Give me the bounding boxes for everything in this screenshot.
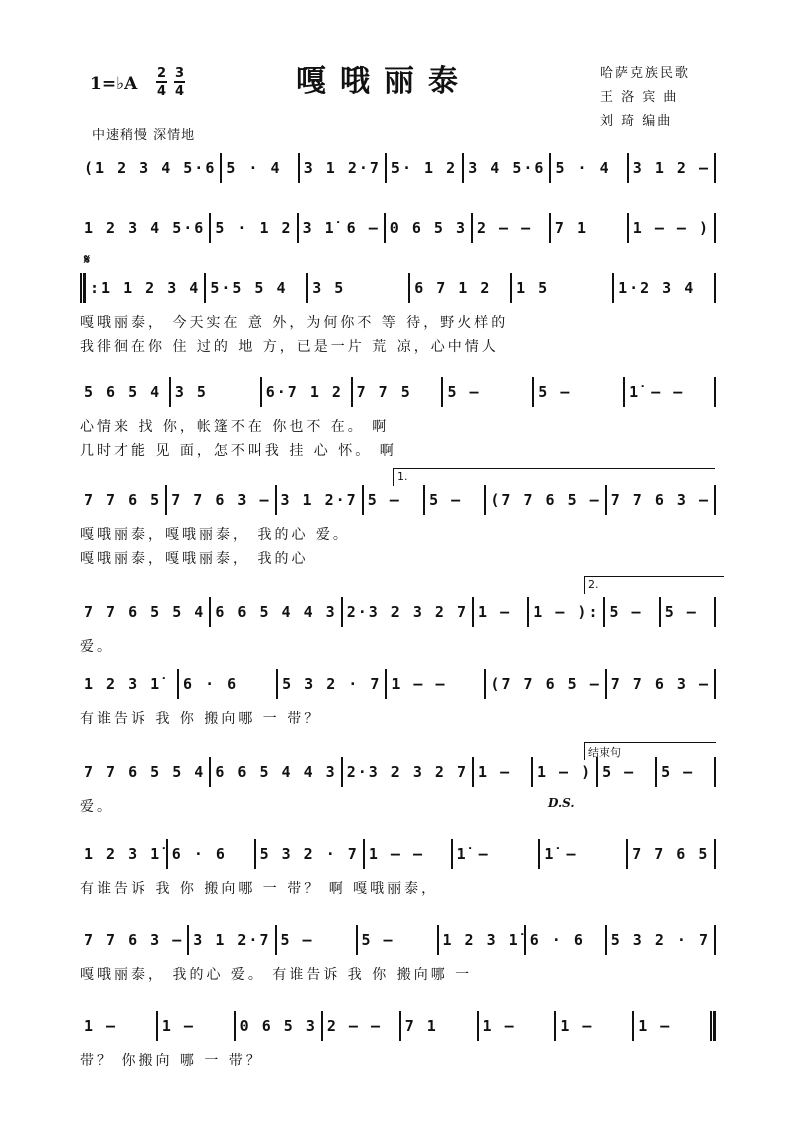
measure: 5·5 5 4 (210, 279, 288, 297)
measure: 5 3 2 · 7 (259, 845, 359, 863)
measure: 7 7 6 5 (632, 845, 710, 863)
measure: 1̇ – (456, 845, 490, 863)
credits (600, 62, 690, 134)
measure: 7 1 (554, 219, 588, 237)
measure: 3 5 (312, 279, 346, 297)
lyric-line: 嘎哦丽泰，嘎哦丽泰， 我的心 爱。 (80, 527, 350, 543)
notation-line (80, 838, 716, 870)
score-system (80, 838, 716, 918)
measure: 7 7 6 3 – (84, 931, 184, 949)
notation-line (80, 1010, 716, 1042)
measure: 1̇ – (544, 845, 578, 863)
time-signature-2-4 (156, 66, 167, 99)
measure: 2 – – (477, 219, 533, 237)
tempo-marking: 中速稍慢 深情地 (92, 128, 196, 143)
notation-line (80, 484, 716, 516)
volta-bracket: 结束句 (584, 742, 716, 760)
measure: 5 – (538, 383, 572, 401)
barline (714, 597, 716, 627)
measure: 3 5 (174, 383, 208, 401)
measure: 1̇ – – (629, 383, 685, 401)
lyric-line: 有谁告诉 我 你 搬向哪 一 带？ 啊 嘎哦丽泰， (80, 881, 439, 897)
measure: 1 – (482, 1017, 516, 1035)
measure: 1 – (161, 1017, 195, 1035)
measure: 6 · 6 (171, 845, 227, 863)
measure: 6 6 5 4 4 3 (215, 603, 337, 621)
measure: 5 – (429, 491, 463, 509)
lyric-line: 几时才能 见 面，怎不叫我 挂 心 怀。 啊 (80, 443, 397, 459)
final-barline (710, 1011, 716, 1041)
measure: 3 4 5·6 (468, 159, 546, 177)
measure: 6 · 6 (529, 931, 585, 949)
measure: 1 – (478, 763, 512, 781)
measure: 1 – (84, 1017, 118, 1035)
barline (714, 485, 716, 515)
measure: 7 7 6 5 5 4 (84, 603, 206, 621)
score-system (80, 1010, 716, 1090)
measure: 1 – (560, 1017, 594, 1035)
barline (714, 153, 716, 183)
measure: 6·7 1 2 (265, 383, 343, 401)
measure: (1 2 3 4 5·6 (84, 159, 217, 177)
measure: 5 – (447, 383, 481, 401)
lyric-line: 爱。 (80, 639, 114, 655)
measure: 3 1 2·7 (193, 931, 271, 949)
lyric-line: 嘎哦丽泰，嘎哦丽泰， 我的心 (80, 551, 309, 567)
measure: 3 1 2·7 (303, 159, 381, 177)
measure: 7 7 6 3 – (610, 675, 711, 693)
measure: 1·2 3 4 (618, 279, 696, 297)
notation-line (80, 924, 716, 956)
barline (714, 925, 716, 955)
measure: 5 – (280, 931, 314, 949)
time-signature-3-4 (174, 66, 185, 99)
measure: 1 – – (368, 845, 424, 863)
measure: 0 6 5 3 (239, 1017, 317, 1035)
measure: 2·3 2 3 2 7 (346, 603, 469, 621)
score-system (80, 596, 716, 676)
measure: 1 – – (391, 675, 447, 693)
barline (714, 377, 716, 407)
measure: 2 – – (326, 1017, 383, 1035)
measure: 1 5 (516, 279, 550, 297)
measure: 7 7 6 3 – (610, 491, 710, 509)
lyric-line: 嘎哦丽泰， 我的心 爱。 有谁告诉 我 你 搬向哪 一 (80, 967, 473, 983)
ds-marking: D.S. (548, 796, 575, 810)
score-system (80, 668, 716, 748)
measure: 5 – (602, 763, 636, 781)
meter-bottom: 4 (156, 84, 167, 99)
measure: 5 – (664, 603, 698, 621)
barline (714, 839, 716, 869)
measure: 6 · 6 (183, 675, 239, 693)
measure: 5 · 4 (226, 159, 282, 177)
credit-origin: 哈萨克族民歌 (600, 66, 691, 81)
measure: 2·3 2 3 2 7 (346, 763, 469, 781)
measure: 7 7 6 5 5 4 (84, 763, 206, 781)
measure: 7 7 6 5 (84, 491, 162, 509)
notation-line (80, 212, 716, 244)
measure: 1 2 3 1̇ (442, 931, 520, 949)
notation-line (80, 272, 716, 304)
measure: 5 – (609, 603, 643, 621)
meter-bottom: 4 (174, 84, 185, 99)
measure: 5 – (661, 763, 695, 781)
measure: 5 3 2 · 7 (610, 931, 710, 949)
measure: (7 7 6 5 – (490, 675, 601, 693)
credit-composer: 王 洛 宾 曲 (600, 90, 679, 105)
lyric-line: 嘎哦丽泰， 今天实在 意 外，为何你不 等 待，野火样的 (80, 315, 509, 331)
meter-top: 3 (174, 66, 185, 81)
measure: 3 1 2 – (632, 159, 711, 177)
measure: 1 2 3 1̇ (84, 675, 162, 693)
measure: 1 2 3 1̇ (84, 845, 162, 863)
key-signature: 1=♭A (90, 74, 138, 94)
credit-arranger: 刘 琦 编曲 (600, 114, 673, 129)
measure: :1 1 2 3 4 (90, 279, 201, 297)
barline (714, 213, 716, 243)
measure: 1 – ): (533, 603, 600, 621)
score-system (80, 272, 716, 355)
song-title: 嘎哦丽泰 (296, 64, 472, 99)
measure: 7 1 (404, 1017, 438, 1035)
measure: 1 – ) (536, 763, 593, 781)
score-system (80, 924, 716, 1004)
notation-line (80, 152, 716, 184)
score-system (80, 756, 716, 836)
measure: (7 7 6 5 – (490, 491, 601, 509)
barline (714, 669, 716, 699)
measure: 5· 1 2 (390, 159, 458, 177)
barline (714, 273, 716, 303)
notation-line (80, 756, 716, 788)
measure: 6 6 5 4 4 3 (215, 763, 337, 781)
measure: 7 7 5 (356, 383, 412, 401)
measure: 1 – – ) (632, 219, 710, 237)
lyric-line: 有谁告诉 我 你 搬向哪 一 带？ (80, 711, 322, 727)
measure: 5 6 5 4 (84, 383, 162, 401)
barline (714, 757, 716, 787)
notation-line (80, 596, 716, 628)
measure: 1 – (478, 603, 512, 621)
meter-top: 2 (156, 66, 167, 81)
segno-sign: 𝄋 (84, 252, 91, 268)
notation-line (80, 668, 716, 700)
score-system (80, 484, 716, 567)
measure: 6 7 1 2 (414, 279, 492, 297)
notation-line (80, 376, 716, 408)
measure: 5 · 4 (555, 159, 611, 177)
volta-bracket: 1. (393, 468, 715, 486)
measure: 5 · 1 2 (215, 219, 293, 237)
volta-bracket: 2. (584, 576, 724, 594)
measure: 7 7 6 3 – (171, 491, 271, 509)
lyric-line: 心情来 找 你，帐篷不在 你也不 在。 啊 (80, 419, 390, 435)
measure: 3 1 2·7 (280, 491, 358, 509)
measure: 0 6 5 3 (389, 219, 467, 237)
measure: 5 – (361, 931, 395, 949)
lyric-line: 带？ 你搬向 哪 一 带？ (80, 1053, 263, 1069)
measure: 5 – (367, 491, 401, 509)
measure: 1 2 3 4 5·6 (84, 219, 206, 237)
score-system (80, 376, 716, 459)
lyric-line: 我徘徊在你 住 过的 地 方，已是一片 荒 凉，心中情人 (80, 339, 499, 355)
measure: 5 3 2 · 7 (282, 675, 382, 693)
lyric-line: 爱。 (80, 799, 114, 815)
measure: 1 – (638, 1017, 672, 1035)
measure: 3 1̇ 6 – (302, 219, 380, 237)
